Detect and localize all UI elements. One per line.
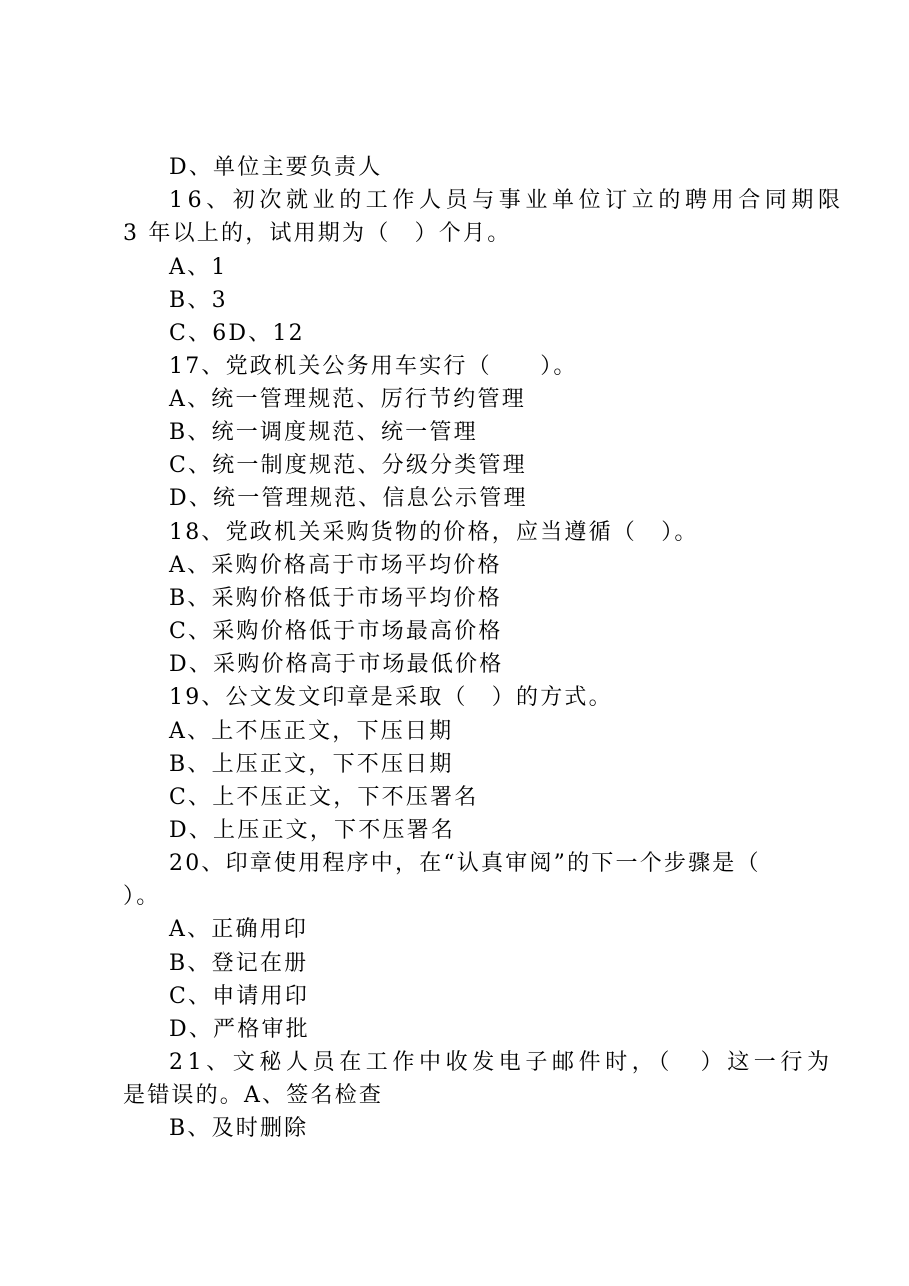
- option-20-b: B、登记在册: [169, 951, 309, 976]
- option-18-c: C、采购价格低于市场最高价格: [169, 619, 503, 644]
- option-18-d: D、采购价格高于市场最低价格: [169, 652, 504, 677]
- option-17-b: B、统一调度规范、统一管理: [169, 420, 478, 445]
- question-21-continued: 是错误的。A、签名检查: [123, 1083, 384, 1108]
- option-18-a: A、采购价格高于市场平均价格: [169, 553, 502, 578]
- option-19-b: B、上压正文，下不压日期: [169, 752, 454, 777]
- question-18: 18、党政机关采购货物的价格，应当遵循（ ）。: [169, 520, 699, 545]
- question-16-continued: 3 年以上的，试用期为（ ）个月。: [123, 221, 512, 246]
- option-17-a: A、统一管理规范、厉行节约管理: [169, 387, 526, 412]
- option-15-d: D、单位主要负责人: [169, 155, 383, 180]
- question-17: 17、党政机关公务用车实行（ ）。: [169, 354, 578, 379]
- question-19: 19、公文发文印章是采取（ ）的方式。: [169, 685, 613, 710]
- question-20: 20、印章使用程序中，在“认真审阅”的下一个步骤是（: [169, 851, 761, 876]
- option-20-d: D、严格审批: [169, 1017, 310, 1042]
- question-20-continued: ）。: [123, 884, 161, 909]
- question-16: 16、初次就业的工作人员与事业单位订立的聘用合同期限: [169, 188, 845, 213]
- option-19-d: D、上压正文，下不压署名: [169, 818, 456, 843]
- option-21-b: B、及时删除: [169, 1116, 309, 1141]
- option-16-b: B、3: [169, 288, 228, 313]
- option-16-c-d: C、6D、12: [169, 321, 305, 346]
- option-17-d: D、统一管理规范、信息公示管理: [169, 486, 528, 511]
- option-18-b: B、采购价格低于市场平均价格: [169, 586, 502, 611]
- option-19-c: C、上不压正文，下不压署名: [169, 785, 479, 810]
- option-16-a: A、1: [169, 255, 228, 280]
- option-20-c: C、申请用印: [169, 984, 310, 1009]
- option-17-c: C、统一制度规范、分级分类管理: [169, 453, 527, 478]
- question-21: 21、文秘人员在工作中收发电子邮件时，（ ）这一行为: [169, 1050, 834, 1075]
- option-20-a: A、正确用印: [169, 917, 309, 942]
- option-19-a: A、上不压正文，下压日期: [169, 719, 454, 744]
